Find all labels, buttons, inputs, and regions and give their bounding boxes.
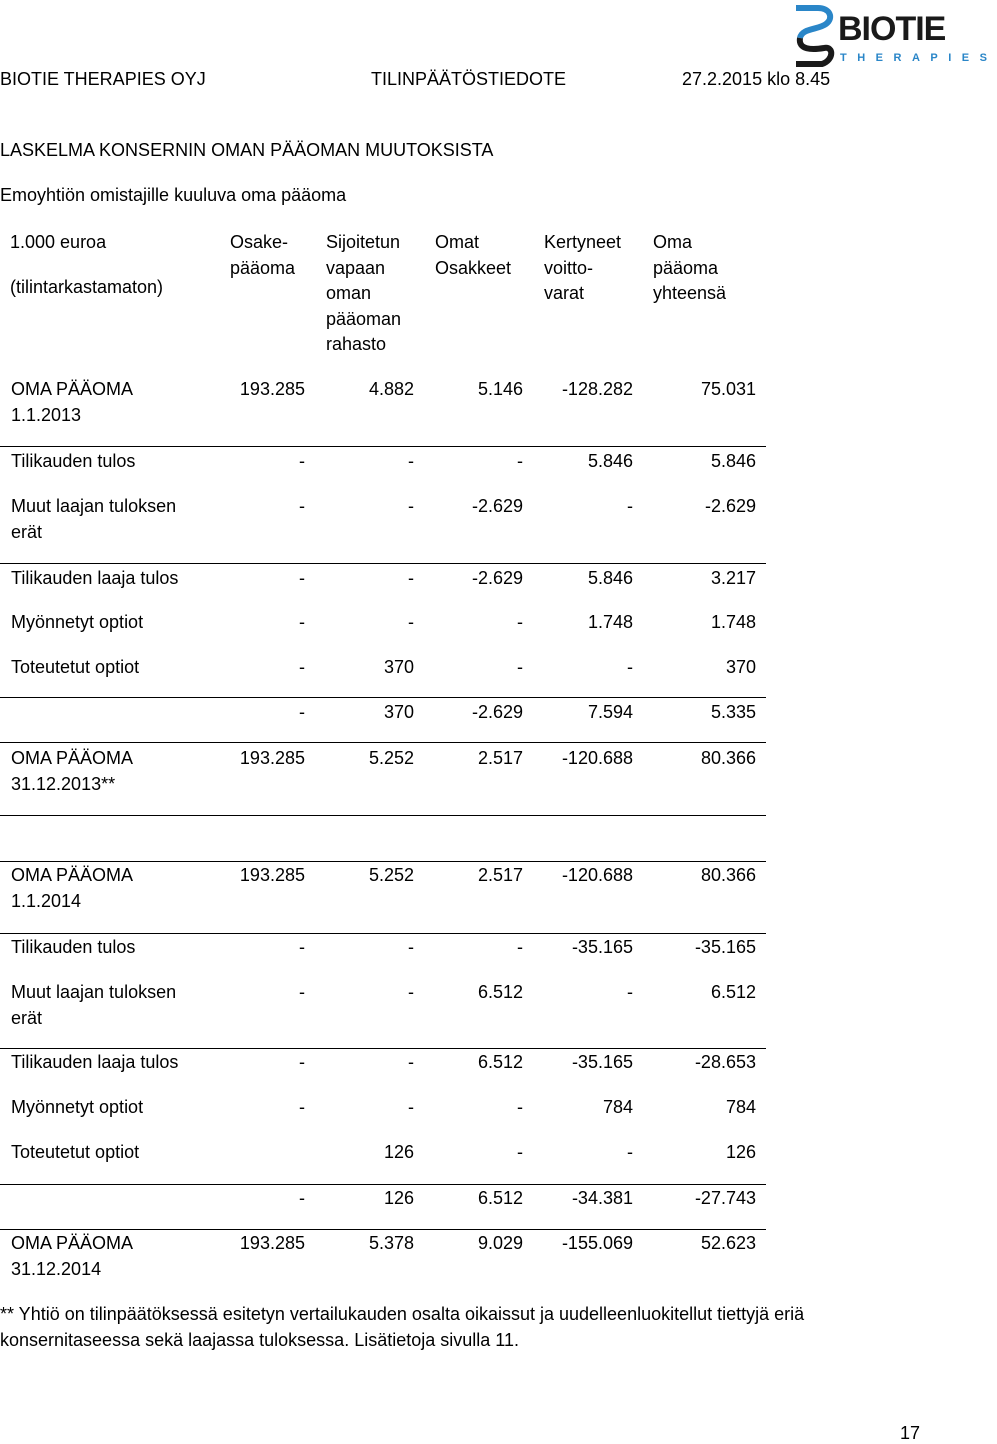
cell-value: -34.381 [571, 1188, 633, 1208]
row-label [11, 566, 178, 592]
header-company: BIOTIE THERAPIES OYJ [0, 69, 206, 89]
cell-value: -2.629 [704, 496, 756, 516]
cell-value: 126 [725, 1142, 756, 1162]
cell-value: - [408, 937, 414, 957]
cell-value: -2.629 [471, 496, 523, 516]
cell-value: -2.629 [471, 568, 523, 588]
cell-value: 5.378 [368, 1233, 414, 1253]
footnote-line: konsernitaseessa sekä laajassa tuloksessa. Lisätietoja sivulla 11. [0, 1329, 519, 1350]
column-header-unit [10, 230, 163, 300]
page-title: LASKELMA KONSERNIN OMAN PÄÄOMAN MUUTOKSISTA [0, 140, 494, 160]
cell-value: 6.512 [477, 1188, 523, 1208]
cell-value: - [299, 982, 305, 1002]
cell-value: 1.748 [710, 612, 756, 632]
logo-sub-text: THERAPIES [840, 52, 997, 64]
cell-value: - [627, 982, 633, 1002]
cell-value: - [299, 1188, 305, 1208]
cell-value: 370 [383, 657, 414, 677]
row-label [11, 1095, 143, 1121]
cell-value: 193.285 [239, 1233, 305, 1253]
cell-value: - [627, 1142, 633, 1162]
cell-value: 193.285 [239, 379, 305, 399]
cell-value: 2.517 [477, 865, 523, 885]
row-label-line: Myönnetyt optiot [11, 612, 144, 632]
cell-value: - [299, 496, 305, 516]
cell-value: 784 [725, 1097, 756, 1117]
cell-value: -28.653 [694, 1052, 756, 1072]
row-label-line: Toteutetut optiot [11, 1142, 140, 1162]
row-label [11, 494, 176, 545]
cell-value: -128.282 [561, 379, 633, 399]
row-divider [0, 815, 766, 816]
col1-line: pääoma [230, 257, 296, 278]
cell-value: 9.029 [477, 1233, 523, 1253]
row-label [11, 610, 143, 636]
row-divider [0, 1184, 766, 1185]
audit-label: (tilintarkastamaton) [10, 276, 164, 297]
row-label [11, 746, 133, 797]
row-label-line: OMA PÄÄOMA [11, 748, 134, 768]
col2-line: pääoman [326, 308, 402, 329]
row-divider [0, 1229, 766, 1230]
biotie-logo [792, 4, 997, 68]
col4-line: voitto- [544, 257, 594, 278]
cell-value: 5.146 [477, 379, 523, 399]
col5-line: Oma [653, 232, 693, 252]
row-label-line: OMA PÄÄOMA [11, 1233, 134, 1253]
cell-value: - [299, 612, 305, 632]
page-number: 17 [899, 1423, 920, 1443]
cell-value: - [627, 657, 633, 677]
cell-value: - [299, 657, 305, 677]
cell-value: 75.031 [700, 379, 756, 399]
cell-value: - [517, 612, 523, 632]
cell-value: - [408, 496, 414, 516]
cell-value: - [299, 937, 305, 957]
row-label-line: Tilikauden laaja tulos [11, 1052, 179, 1072]
row-label-line: Myönnetyt optiot [11, 1097, 144, 1117]
col2-line: vapaan [326, 257, 386, 278]
col2-line: Sijoitetun [326, 232, 401, 252]
row-label-line: OMA PÄÄOMA [11, 379, 134, 399]
col5-line: pääoma [653, 257, 719, 278]
row-label-line: 1.1.2013 [11, 404, 82, 425]
row-label [11, 935, 135, 961]
cell-value: 5.846 [710, 451, 756, 471]
cell-value: 193.285 [239, 748, 305, 768]
row-divider [0, 742, 766, 743]
column-header-invested-fund [326, 230, 401, 358]
col1-line: Osake- [230, 232, 289, 252]
cell-value: 5.846 [587, 451, 633, 471]
cell-value: -27.743 [694, 1188, 756, 1208]
cell-value: -2.629 [471, 702, 523, 722]
row-label-line: OMA PÄÄOMA [11, 865, 134, 885]
row-label [11, 1140, 139, 1166]
cell-value: 5.335 [710, 702, 756, 722]
col4-line: varat [544, 283, 585, 303]
cell-value: 4.882 [368, 379, 414, 399]
cell-value: 5.846 [587, 568, 633, 588]
row-label [11, 863, 133, 914]
row-label-line: Toteutetut optiot [11, 657, 140, 677]
cell-value: - [299, 568, 305, 588]
row-label [11, 655, 139, 681]
cell-value: - [408, 451, 414, 471]
cell-value: 7.594 [587, 702, 633, 722]
cell-value: - [299, 1097, 305, 1117]
cell-value: 80.366 [700, 748, 756, 768]
row-divider [0, 933, 766, 934]
column-header-retained-earnings [544, 230, 621, 307]
row-label [11, 377, 133, 428]
cell-value: 6.512 [477, 982, 523, 1002]
col4-line: Kertyneet [544, 232, 622, 252]
cell-value: 784 [602, 1097, 633, 1117]
col3-line: Omat [435, 232, 480, 252]
footnote [0, 1302, 930, 1353]
row-label-line: Muut laajan tuloksen [11, 496, 177, 516]
cell-value: -120.688 [561, 865, 633, 885]
row-label-line: 31.12.2014 [11, 1258, 102, 1279]
cell-value: - [517, 937, 523, 957]
cell-value: -120.688 [561, 748, 633, 768]
col3-line: Osakkeet [435, 257, 512, 278]
column-header-own-shares [435, 230, 511, 281]
cell-value: - [517, 1097, 523, 1117]
row-label [11, 1231, 133, 1282]
logo-brand-text: BIOTIE [838, 10, 946, 48]
biotie-logo-mark-icon [792, 4, 838, 68]
cell-value: - [517, 657, 523, 677]
cell-value: - [517, 1142, 523, 1162]
row-label-line: Tilikauden tulos [11, 451, 136, 471]
cell-value: 80.366 [700, 865, 756, 885]
page-subtitle: Emoyhtiön omistajille kuuluva oma pääoma [0, 185, 347, 205]
cell-value: 6.512 [710, 982, 756, 1002]
cell-value: 126 [383, 1142, 414, 1162]
cell-value: 370 [383, 702, 414, 722]
unit-label: 1.000 euroa [10, 232, 107, 252]
cell-value: - [517, 451, 523, 471]
row-label [11, 449, 135, 475]
cell-value: 5.252 [368, 748, 414, 768]
cell-value: - [408, 1097, 414, 1117]
row-divider [0, 697, 766, 698]
cell-value: -35.165 [571, 937, 633, 957]
col2-line: oman [326, 283, 372, 303]
row-divider [0, 1048, 766, 1049]
cell-value: - [408, 1052, 414, 1072]
row-divider [0, 563, 766, 564]
row-divider [0, 861, 766, 862]
cell-value: 2.517 [477, 748, 523, 768]
cell-value: 5.252 [368, 865, 414, 885]
cell-value: - [627, 496, 633, 516]
cell-value: 126 [383, 1188, 414, 1208]
col2-line: rahasto [326, 334, 387, 354]
row-label-line: 31.12.2013** [11, 773, 116, 794]
cell-value: -35.165 [694, 937, 756, 957]
row-label-line: Tilikauden laaja tulos [11, 568, 179, 588]
row-label-line: Tilikauden tulos [11, 937, 136, 957]
cell-value: - [408, 612, 414, 632]
cell-value: - [408, 568, 414, 588]
row-label [11, 980, 176, 1031]
cell-value: 370 [725, 657, 756, 677]
cell-value: 1.748 [587, 612, 633, 632]
header-date: 27.2.2015 klo 8.45 [682, 69, 831, 89]
cell-value: -155.069 [561, 1233, 633, 1253]
cell-value: 193.285 [239, 865, 305, 885]
cell-value: - [408, 982, 414, 1002]
footnote-line: ** Yhtiö on tilinpäätöksessä esitetyn vertailukauden osalta oikaissut ja uudelleenluokitellut tiettyjä eriä [0, 1304, 805, 1324]
col5-line: yhteensä [653, 283, 727, 303]
row-label-line: 1.1.2014 [11, 890, 82, 911]
header-doc-type: TILINPÄÄTÖSTIEDOTE [371, 69, 567, 89]
cell-value: 6.512 [477, 1052, 523, 1072]
row-label-line: erät [11, 1007, 43, 1028]
cell-value: 3.217 [710, 568, 756, 588]
cell-value: - [299, 451, 305, 471]
row-divider [0, 446, 766, 447]
row-label [11, 1050, 178, 1076]
column-header-total-equity [653, 230, 726, 307]
cell-value: - [299, 1052, 305, 1072]
row-label-line: Muut laajan tuloksen [11, 982, 177, 1002]
cell-value: - [299, 702, 305, 722]
row-label-line: erät [11, 521, 43, 542]
cell-value: 52.623 [700, 1233, 756, 1253]
cell-value: -35.165 [571, 1052, 633, 1072]
column-header-share-capital [230, 230, 295, 281]
